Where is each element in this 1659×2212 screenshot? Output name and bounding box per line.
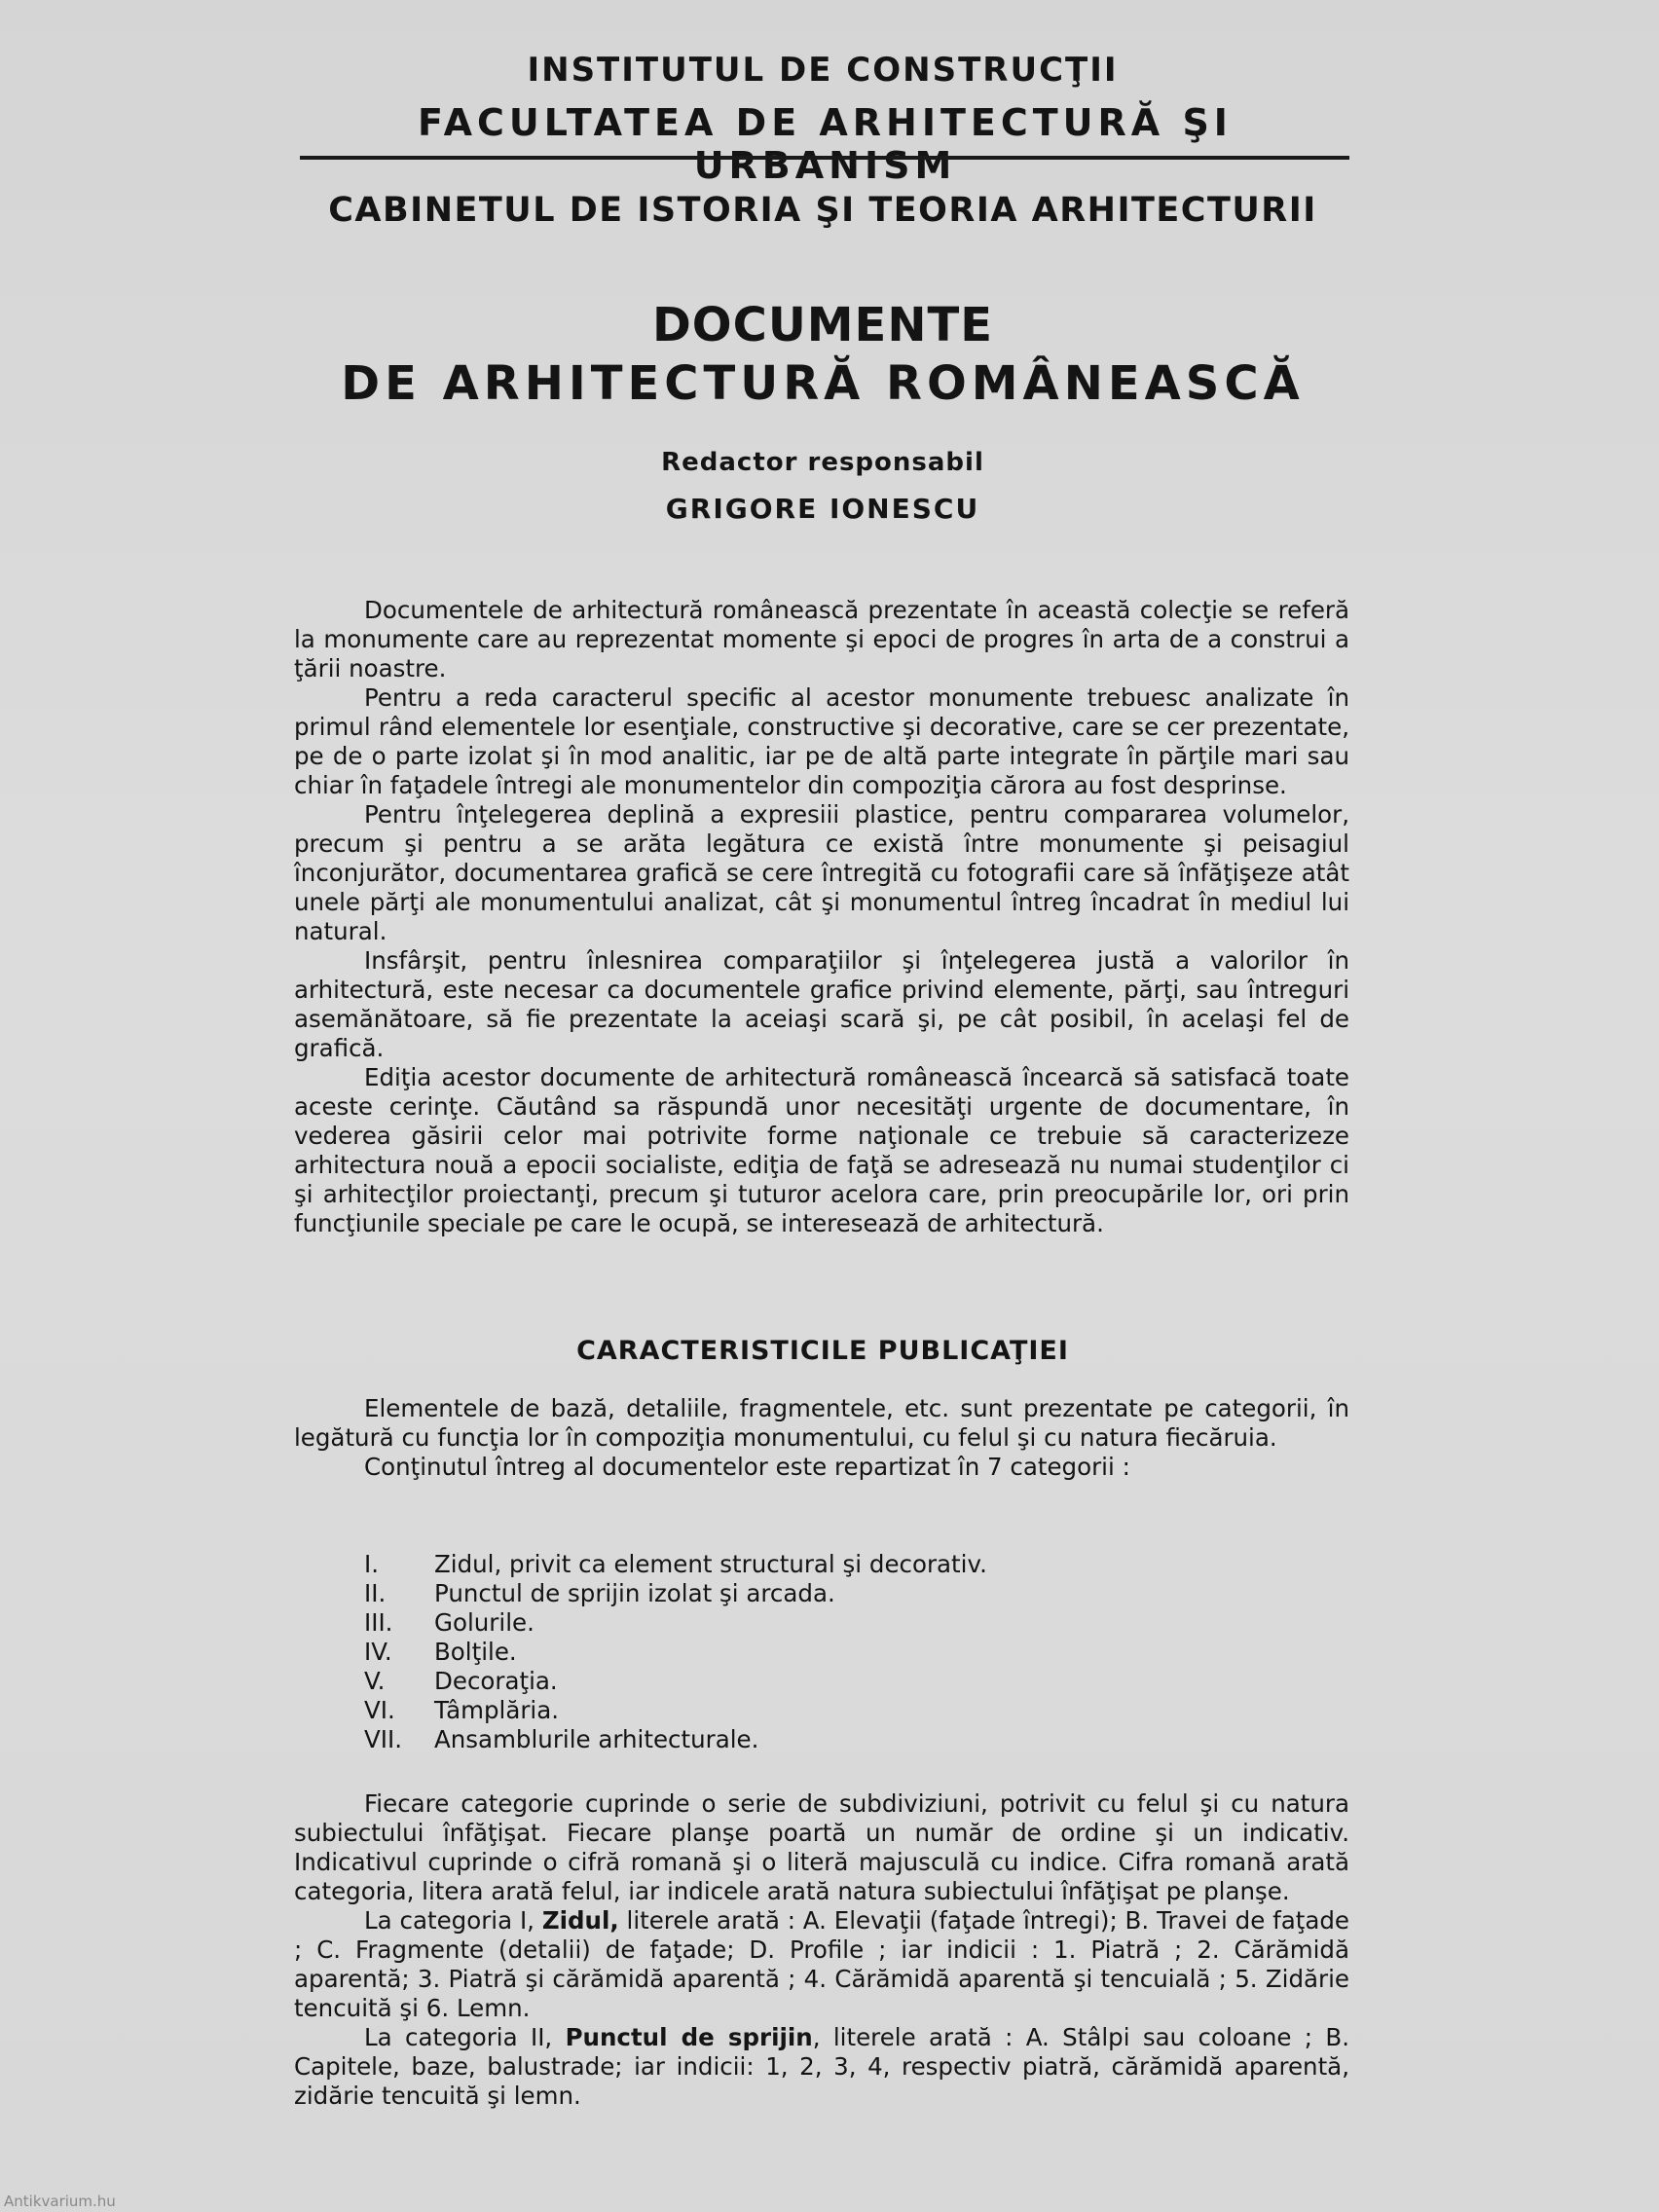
- closing-text: literele arată : A. Elevaţii (faţade întregi); B. Travei de faţade ; C. Fragmente (detalii) de faţade; D. Profile ; iar indicii : 1. Piatră ; 2. Cărămidă aparentă; 3. Piatră şi cărămidă aparentă ; 4. Cărămidă aparentă şi tencuială ; 5. Zidărie tencuită şi 6. Lemn.: [294, 1906, 1349, 2022]
- category-number: II.: [364, 1579, 387, 1607]
- intro-paragraph: Ediţia acestor documente de arhitectură românească încearcă să satisfacă toate aceste cerinţe. Căutând sa răspundă unor necesităţi urgente de documentare, în vederea găsirii celor mai potrivite forme naţionale ce trebuie să caracterizeze arhitectura nouă a epocii socialiste, ediţia de faţă se adresează nu numai studenţilor ci şi arhitecţilor proiectanţi, precum şi tuturor acelora care, prin preocupările lor, ori prin funcţiunile speciale pe care le ocupă, se interesează de arhitectură.: [294, 1063, 1349, 1237]
- closing-text: La categoria I,: [364, 1906, 542, 1935]
- category-number: V.: [364, 1667, 386, 1695]
- editor-name: GRIGORE IONESCU: [665, 493, 980, 525]
- intro-paragraph: Pentru a reda caracterul specific al acestor monumente trebuesc analizate în primul rând elementele lor esenţiale, constructive şi decorative, care se cer prezentate, pe de o parte izolat şi în mod analitic, iar pe de altă parte integrate în părţile mari sau chiar în faţadele întregi ale monumentelor din compoziţia cărora au fost desprinse.: [294, 683, 1349, 799]
- closing-paragraph: Fiecare categorie cuprinde o serie de subdiviziuni, potrivit cu felul şi cu natura subiectului înfăţişat. Fiecare planşe poartă un număr de ordine şi un indicativ. Indicativul cuprinde o cifră romană şi o literă majusculă cu indice. Cifra romană arată categoria, litera arată felul, iar indicele arată natura subiectului înfăţişat pe planşe.: [294, 1789, 1349, 1905]
- section-paragraph: Elementele de bază, detaliile, fragmentele, etc. sunt prezentate pe categorii, în legătură cu funcţia lor în compoziţia monumentului, cu felul şi cu natura fiecăruia.: [294, 1394, 1349, 1452]
- closing-paragraph: [294, 2023, 1349, 2111]
- category-number: I.: [364, 1550, 380, 1578]
- category-text: Decoraţia.: [434, 1667, 558, 1695]
- closing-bold-term: Zidul,: [541, 1906, 619, 1935]
- closing-text: , literele arată : A. Stâlpi sau coloane ; B. Capitele, baze, balustrade; iar indicii: 1, 2, 3, 4, respectiv piatră, cărămidă aparentă, zidărie tencuită şi lemn.: [294, 2023, 1349, 2110]
- list-item: [364, 1550, 1143, 1579]
- intro-paragraph: Pentru înţelegerea deplină a expresiii plastice, pentru compararea volumelor, precum şi pentru a se arăta legătura ce există între monumente şi peisagiul înconjurător, documentarea grafică se cere întregită cu fotografii care să înfăţişeze atât unele părţi ale monumentului analizat, cât şi monumentul întreg încadrat în mediul lui natural.: [294, 800, 1349, 945]
- category-number: VI.: [364, 1696, 395, 1724]
- list-item: [364, 1638, 1143, 1667]
- list-item: [364, 1579, 1143, 1608]
- section-heading: CARACTERISTICILE PUBLICAŢIEI: [576, 1336, 1069, 1366]
- list-item: [364, 1667, 1143, 1696]
- cabinet-header: CABINETUL DE ISTORIA ŞI TEORIA ARHITECTURII: [328, 191, 1317, 230]
- intro-paragraph: Insfârşit, pentru înlesnirea comparaţiilor şi înţelegerea justă a valorilor în arhitectură, este necesar ca documentele grafice privind elemente, părţi, sau întreguri asemănătoare, să fie prezentate la aceiaşi scară şi, pe cât posibil, în acelaşi fel de grafică.: [294, 946, 1349, 1062]
- document-title-line2: DE ARHITECTURĂ ROMÂNEASCĂ: [341, 356, 1305, 411]
- category-text: Punctul de sprijin izolat şi arcada.: [434, 1579, 835, 1607]
- list-item: [364, 1608, 1143, 1638]
- intro-paragraph: Documentele de arhitectură românească prezentate în această colecţie se referă la monumente care au reprezentat momente şi epoci de progres în arta de a construi a ţării noastre.: [294, 596, 1349, 682]
- category-text: Zidul, privit ca element structural şi decorativ.: [434, 1550, 987, 1578]
- category-number: III.: [364, 1608, 393, 1637]
- document-title-line1: DOCUMENTE: [651, 298, 994, 352]
- closing-paragraph: [294, 1906, 1349, 2023]
- editor-label: Redactor responsabil: [661, 448, 984, 477]
- category-number: VII.: [364, 1725, 402, 1753]
- list-item: [364, 1725, 1143, 1754]
- institute-header: INSTITUTUL DE CONSTRUCŢII: [527, 51, 1119, 90]
- section-paragraph: Conţinutul întreg al documentelor este repartizat în 7 categorii :: [364, 1453, 1130, 1481]
- category-text: Golurile.: [434, 1608, 535, 1637]
- category-text: Ansamblurile arhitecturale.: [434, 1725, 759, 1753]
- list-item: [364, 1696, 1143, 1725]
- category-number: IV.: [364, 1638, 392, 1666]
- closing-text: La categoria II,: [364, 2023, 566, 2051]
- closing-section: [294, 1789, 1349, 2111]
- faculty-header: FACULTATEA DE ARHITECTURĂ ŞI URBANISM: [418, 101, 1233, 187]
- closing-bold-term: Punctul de sprijin: [565, 2023, 813, 2051]
- header-divider: [300, 156, 1349, 160]
- intro-section: [294, 596, 1349, 1238]
- categories-list: [364, 1550, 1143, 1754]
- category-text: Bolţile.: [434, 1638, 517, 1666]
- category-text: Tâmplăria.: [434, 1696, 560, 1724]
- watermark: Antikvarium.hu: [4, 2193, 116, 2210]
- characteristics-section: [294, 1394, 1349, 1482]
